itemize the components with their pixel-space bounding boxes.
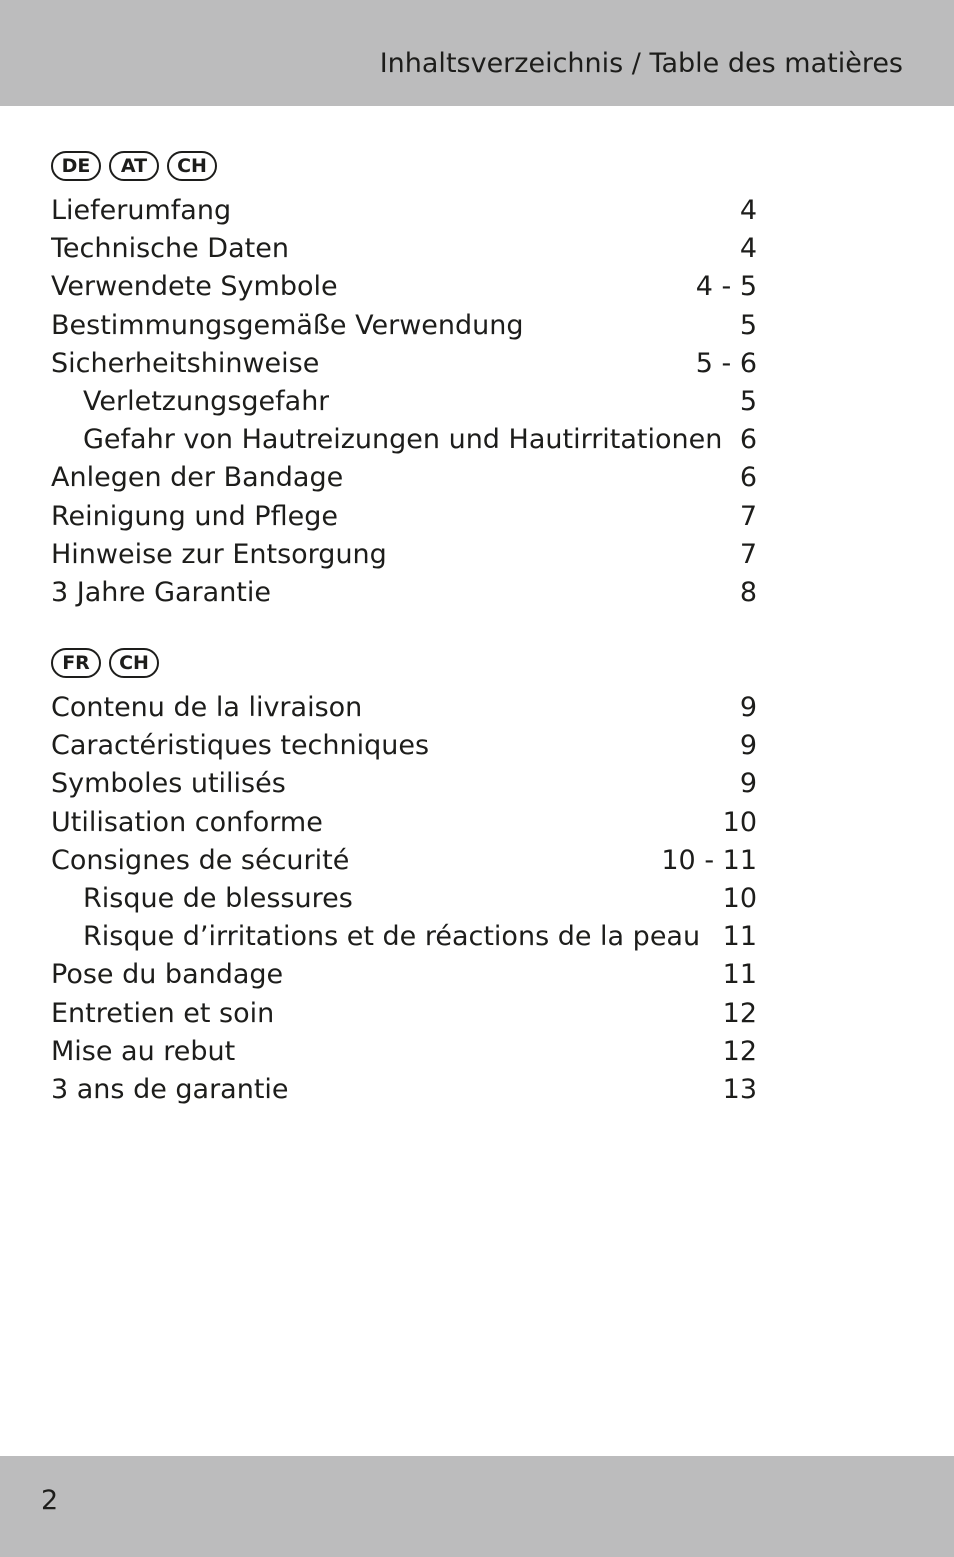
page-number: 2 (41, 1485, 59, 1516)
toc-entry-page: 9 (739, 768, 757, 800)
toc-subentry[interactable] (51, 921, 757, 959)
toc-entry-label: Technische Daten (51, 233, 289, 265)
toc-section-french (51, 648, 757, 1112)
toc-entry-label: Entretien et soin (51, 997, 275, 1029)
country-badge-ch: CH (167, 151, 217, 181)
toc-entry[interactable] (51, 845, 757, 883)
toc-entry[interactable] (51, 348, 757, 386)
toc-entry-label: Verletzungsgefahr (83, 385, 330, 417)
toc-entry-label: Hinweise zur Entsorgung (51, 538, 387, 570)
toc-entry-label: Utilisation conforme (51, 806, 323, 838)
toc-entry-label: Reinigung und Pflege (51, 500, 338, 532)
country-badge-de: DE (51, 151, 101, 181)
toc-entry-page: 4 (739, 233, 757, 265)
toc-list (51, 195, 757, 615)
toc-list (51, 692, 757, 1112)
toc-entry-label: Pose du bandage (51, 959, 284, 991)
toc-entry-label: Contenu de la livraison (51, 692, 363, 723)
toc-entry-page: 10 (722, 882, 757, 914)
toc-entry[interactable] (51, 692, 757, 730)
country-badge-ch: CH (109, 648, 159, 678)
toc-entry[interactable] (51, 310, 757, 348)
toc-entry-page: 4 - 5 (695, 271, 757, 303)
toc-entry[interactable] (51, 233, 757, 271)
toc-entry-label: Mise au rebut (51, 1035, 236, 1067)
toc-subentry[interactable] (51, 424, 757, 462)
toc-entry[interactable] (51, 807, 757, 845)
toc-entry-label: Caractéristiques techniques (51, 730, 430, 762)
toc-section-german (51, 151, 757, 615)
toc-entry-page: 11 (722, 959, 757, 991)
toc-entry-label: Risque d’irritations et de réactions de la peau (83, 921, 701, 953)
toc-entry[interactable] (51, 768, 757, 806)
toc-entry-page: 4 (739, 195, 757, 226)
toc-entry[interactable] (51, 195, 757, 233)
toc-entry-page: 12 (722, 1035, 757, 1067)
toc-entry-page: 9 (739, 692, 757, 723)
toc-entry-page: 13 (722, 1073, 757, 1105)
toc-entry[interactable] (51, 1074, 757, 1112)
toc-entry-page: 6 (739, 424, 757, 456)
footer-bar (0, 1456, 954, 1557)
page-title: Inhaltsverzeichnis / Table des matières (379, 48, 903, 79)
toc-subentry[interactable] (51, 386, 757, 424)
language-badges (51, 151, 757, 181)
toc-entry-page: 10 - 11 (661, 844, 757, 876)
toc-entry-label: Bestimmungsgemäße Verwendung (51, 309, 524, 341)
toc-entry-label: Risque de blessures (83, 882, 353, 914)
language-badges (51, 648, 757, 678)
toc-entry-label: Consignes de sécurité (51, 844, 350, 876)
toc-entry-label: 3 ans de garantie (51, 1073, 289, 1105)
country-badge-at: AT (109, 151, 159, 181)
toc-entry[interactable] (51, 577, 757, 615)
toc-entry-page: 5 (739, 309, 757, 341)
toc-subentry[interactable] (51, 883, 757, 921)
toc-entry[interactable] (51, 959, 757, 997)
toc-entry-page: 9 (739, 730, 757, 762)
toc-entry[interactable] (51, 539, 757, 577)
toc-entry[interactable] (51, 730, 757, 768)
toc-entry-label: Anlegen der Bandage (51, 462, 344, 494)
toc-entry-page: 10 (722, 806, 757, 838)
toc-entry-page: 6 (739, 462, 757, 494)
toc-entry-page: 5 - 6 (695, 347, 757, 379)
toc-entry[interactable] (51, 501, 757, 539)
toc-entry-label: Symboles utilisés (51, 768, 286, 800)
toc-entry-label: Sicherheitshinweise (51, 347, 320, 379)
toc-entry-page: 7 (739, 538, 757, 570)
toc-entry-page: 12 (722, 997, 757, 1029)
toc-entry[interactable] (51, 998, 757, 1036)
toc-entry-page: 5 (739, 385, 757, 417)
toc-entry-label: Verwendete Symbole (51, 271, 338, 303)
toc-entry-page: 11 (722, 921, 757, 953)
toc-entry-label: Gefahr von Hautreizungen und Hautirritationen (83, 424, 723, 456)
toc-entry-label: 3 Jahre Garantie (51, 576, 272, 608)
toc-entry-label: Lieferumfang (51, 195, 232, 226)
toc-entry[interactable] (51, 1036, 757, 1074)
toc-entry-page: 7 (739, 500, 757, 532)
toc-entry-page: 8 (739, 576, 757, 608)
toc-entry[interactable] (51, 462, 757, 500)
country-badge-fr: FR (51, 648, 101, 678)
toc-entry[interactable] (51, 271, 757, 309)
